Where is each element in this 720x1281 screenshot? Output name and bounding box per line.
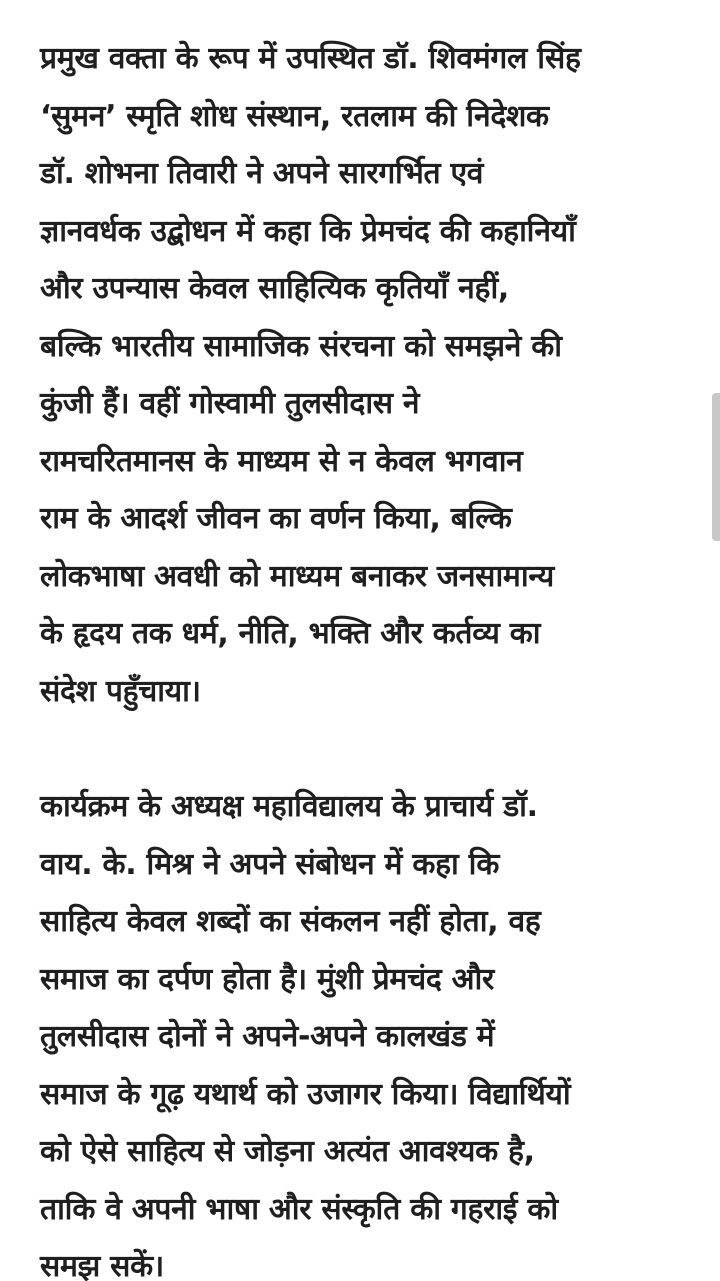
text-line: साहित्य केवल शब्दों का संकलन नहीं होता, वह — [40, 904, 541, 939]
text-line: कार्यक्रम के अध्यक्ष महाविद्यालय के प्राचार्य डॉ. — [40, 789, 538, 824]
text-line: लोकभाषा अवधी को माध्यम बनाकर जनसामान्य — [40, 558, 554, 594]
text-line: बल्कि भारतीय सामाजिक संरचना को समझने की — [40, 328, 562, 364]
text-line: ताकि वे अपनी भाषा और संस्कृति की गहराई को — [40, 1191, 558, 1227]
text-line: को ऐसे साहित्य से जोड़ना अत्यंत आवश्यक है, — [40, 1134, 535, 1169]
text-line: समझ सकें। — [40, 1249, 164, 1281]
paragraph-program-president — [40, 778, 690, 1281]
scroll-indicator[interactable] — [712, 393, 720, 541]
text-line: डॉ. शोभना तिवारी ने अपने सारगर्भित एवं — [40, 156, 484, 191]
text-line: तुलसीदास दोनों ने अपने-अपने कालखंड में — [40, 1019, 495, 1054]
text-line: ‘सुमन’ स्मृति शोध संस्थान, रतलाम की निदेशक — [40, 98, 549, 134]
text-line: रामचरितमानस के माध्यम से न केवल भगवान — [40, 443, 523, 479]
text-line: और उपन्यास केवल साहित्यिक कृतियाँ नहीं, — [40, 271, 510, 306]
text-line: संदेश पहुँचाया। — [40, 673, 201, 709]
article-body — [40, 30, 690, 1281]
text-line: प्रमुख वक्ता के रूप में उपस्थित डॉ. शिवमंगल सिंह — [40, 41, 581, 76]
text-line: ज्ञानवर्धक उद्बोधन में कहा कि प्रेमचंद की कहानियाँ — [40, 213, 576, 249]
text-line: समाज के गूढ़ यथार्थ को उजागर किया। विद्यार्थियों — [40, 1076, 571, 1112]
paragraph-spacer — [40, 720, 690, 778]
text-line: राम के आदर्श जीवन का वर्णन किया, बल्कि — [40, 501, 512, 536]
text-line: के हृदय तक धर्म, नीति, भक्ति और कर्तव्य का — [40, 616, 541, 651]
text-line: समाज का दर्पण होता है। मुंशी प्रेमचंद और — [40, 961, 494, 997]
text-line: वाय. के. मिश्र ने अपने संबोधन में कहा कि — [40, 846, 500, 882]
text-line: कुंजी हैं। वहीं गोस्वामी तुलसीदास ने — [40, 386, 420, 421]
paragraph-chief-speaker — [40, 30, 690, 720]
